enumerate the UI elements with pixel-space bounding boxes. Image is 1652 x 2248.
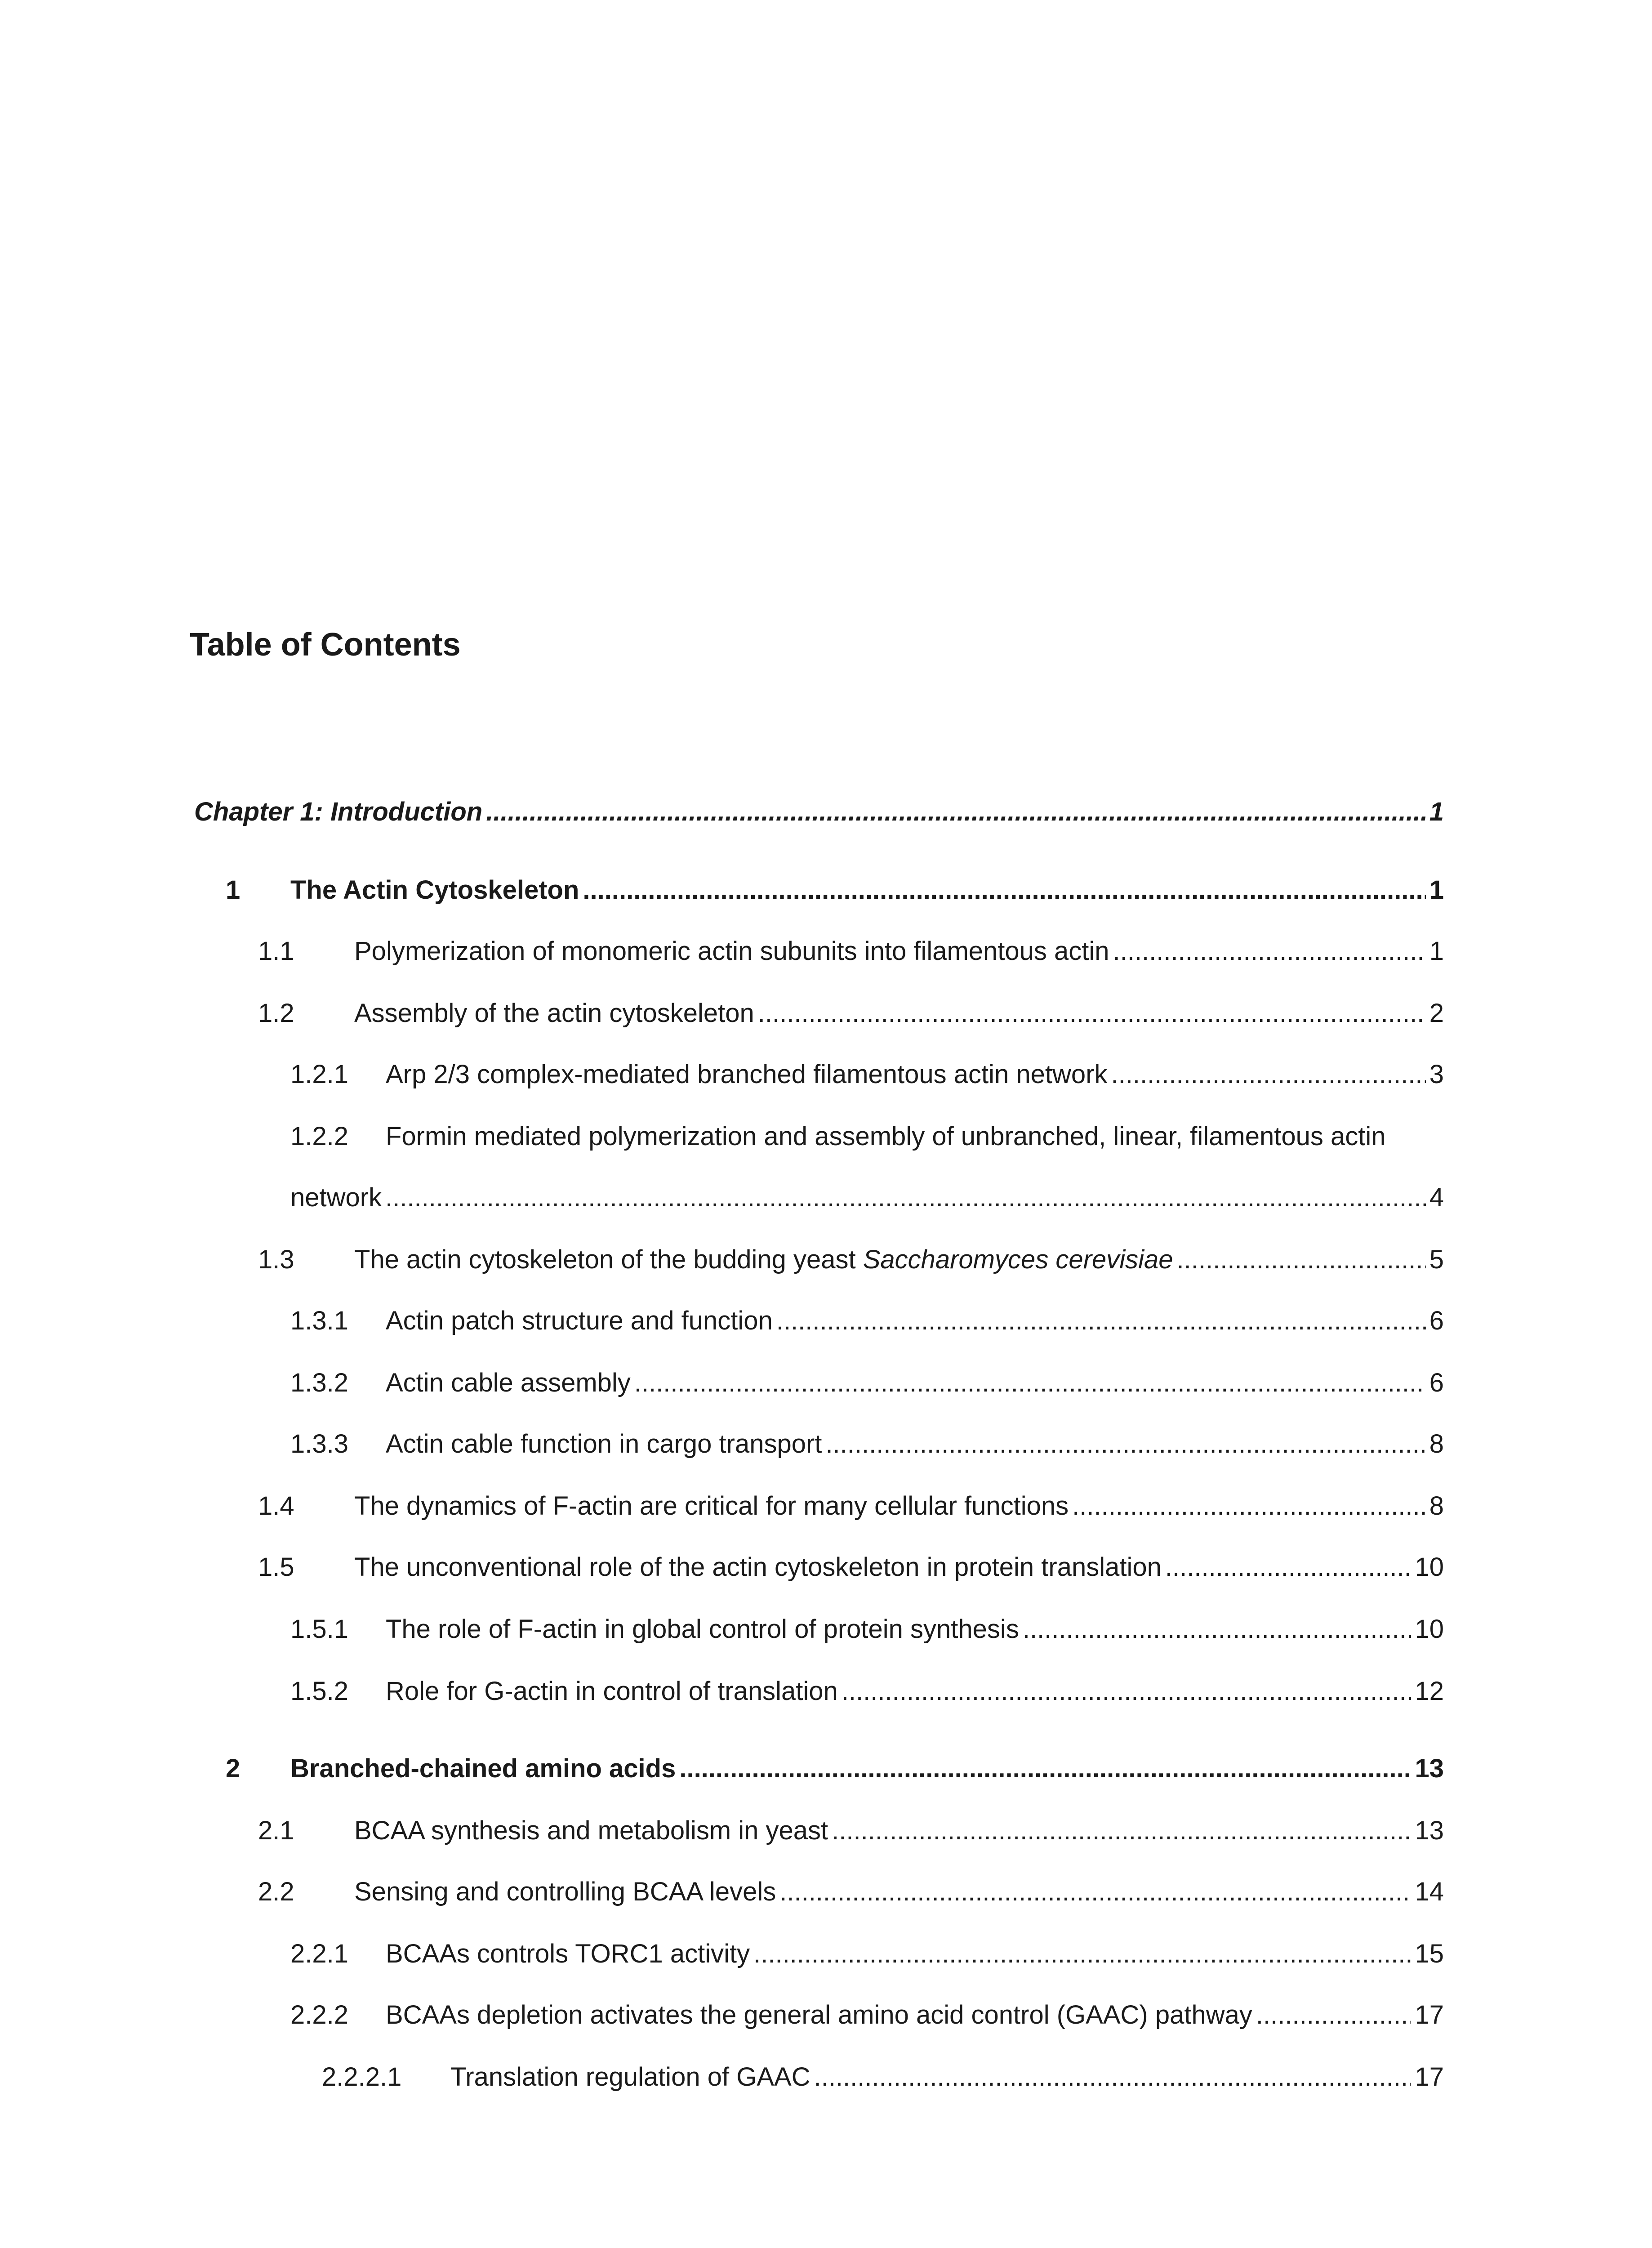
toc-leader-dots bbox=[583, 874, 1425, 906]
toc-entry-page: 6 bbox=[1429, 1306, 1444, 1335]
toc-entry-title: Formin mediated polymerization and assembly of unbranched, linear, filamentous actin bbox=[386, 1122, 1386, 1151]
toc-leader-dots bbox=[814, 2061, 1412, 2093]
toc-entry-page: 17 bbox=[1415, 2062, 1444, 2092]
toc-entry-page: 4 bbox=[1429, 1183, 1444, 1212]
toc-entry-title: Sensing and controlling BCAA levels bbox=[354, 1877, 776, 1906]
toc-entry-page: 15 bbox=[1415, 1939, 1444, 1968]
toc-entry-1-5[interactable] bbox=[258, 1551, 1444, 1583]
toc-entry-1[interactable] bbox=[226, 874, 1444, 906]
toc-entry-1-2[interactable] bbox=[258, 997, 1444, 1030]
toc-entry-title: The actin cytoskeleton of the budding yeast bbox=[354, 1245, 863, 1274]
toc-leader-dots bbox=[832, 1815, 1411, 1847]
toc-entry-title-continued: network bbox=[290, 1183, 382, 1212]
toc-leader-dots bbox=[1023, 1613, 1412, 1646]
toc-leader-dots bbox=[385, 1182, 1426, 1214]
toc-entry-1-2-2-line-2[interactable] bbox=[290, 1182, 1444, 1214]
toc-entry-1-3-3[interactable] bbox=[290, 1428, 1444, 1460]
toc-entry-1-1[interactable] bbox=[258, 935, 1444, 968]
toc-entry-number: 1.4 bbox=[258, 1491, 294, 1521]
toc-entry-title: Branched-chained amino acids bbox=[290, 1754, 676, 1783]
toc-entry-title: Assembly of the actin cytoskeleton bbox=[354, 999, 754, 1028]
page-title: Table of Contents bbox=[190, 627, 461, 663]
toc-entry-1-2-2-line-1[interactable] bbox=[290, 1120, 1386, 1153]
toc-entry-2[interactable] bbox=[226, 1753, 1444, 1785]
toc-entry-1-5-1[interactable] bbox=[290, 1613, 1444, 1646]
toc-leader-dots bbox=[634, 1367, 1426, 1399]
toc-leader-dots bbox=[1177, 1244, 1426, 1276]
toc-entry-page: 12 bbox=[1415, 1677, 1444, 1706]
toc-entry-1-3[interactable] bbox=[258, 1244, 1444, 1276]
toc-entry-title: The unconventional role of the actin cytoskeleton in protein translation bbox=[354, 1552, 1162, 1582]
toc-entry-number: 1.1 bbox=[258, 937, 294, 966]
toc-entry-page: 1 bbox=[1429, 797, 1444, 826]
toc-entry-number: 1.2 bbox=[258, 999, 294, 1028]
toc-entry-number: 1.2.2 bbox=[290, 1122, 348, 1151]
toc-entry-title: Actin cable assembly bbox=[386, 1368, 631, 1397]
toc-entry-title: BCAAs controls TORC1 activity bbox=[386, 1939, 750, 1968]
toc-entry-1-3-2[interactable] bbox=[290, 1367, 1444, 1399]
toc-entry-number: 1.2.1 bbox=[290, 1060, 348, 1089]
toc-leader-dots bbox=[753, 1938, 1411, 1970]
toc-entry-title: The role of F-actin in global control of protein synthesis bbox=[386, 1615, 1019, 1644]
toc-entry-number: 2.1 bbox=[258, 1816, 294, 1845]
toc-leader-dots bbox=[679, 1753, 1411, 1785]
toc-entry-number: 1.3 bbox=[258, 1245, 294, 1274]
toc-entry-page: 8 bbox=[1429, 1491, 1444, 1521]
toc-entry-page: 8 bbox=[1429, 1429, 1444, 1459]
toc-leader-dots bbox=[486, 796, 1426, 828]
toc-entry-number: 2.2 bbox=[258, 1877, 294, 1906]
toc-entry-page: 5 bbox=[1429, 1245, 1444, 1274]
toc-entry-2-2[interactable] bbox=[258, 1876, 1444, 1908]
toc-entry-page: 1 bbox=[1429, 937, 1444, 966]
toc-entry-1-2-1[interactable] bbox=[290, 1058, 1444, 1091]
toc-entry-title: The Actin Cytoskeleton bbox=[290, 875, 579, 905]
toc-entry-1-4[interactable] bbox=[258, 1490, 1444, 1522]
toc-entry-number: 1.3.1 bbox=[290, 1306, 348, 1335]
toc-entry-title-italic: Saccharomyces cerevisiae bbox=[863, 1245, 1173, 1274]
toc-leader-dots bbox=[825, 1428, 1425, 1460]
toc-entry-page: 6 bbox=[1429, 1368, 1444, 1397]
toc-entry-title: Translation regulation of GAAC bbox=[450, 2062, 810, 2092]
toc-entry-number: 1.3.2 bbox=[290, 1368, 348, 1397]
toc-entry-chapter-1[interactable] bbox=[194, 796, 1444, 828]
toc-entry-title: BCAA synthesis and metabolism in yeast bbox=[354, 1816, 828, 1845]
toc-entry-2-2-2[interactable] bbox=[290, 1999, 1444, 2031]
toc-entry-title: Actin cable function in cargo transport bbox=[386, 1429, 822, 1459]
toc-entry-2-2-1[interactable] bbox=[290, 1938, 1444, 1970]
toc-leader-dots bbox=[758, 997, 1426, 1030]
toc-entry-title: Polymerization of monomeric actin subunits into filamentous actin bbox=[354, 937, 1109, 966]
toc-entry-number: 1.5.1 bbox=[290, 1615, 348, 1644]
toc-entry-2-2-2-1[interactable] bbox=[322, 2061, 1444, 2093]
toc-entry-number: 2.2.2 bbox=[290, 2000, 348, 2029]
toc-entry-title: Role for G-actin in control of translation bbox=[386, 1677, 838, 1706]
toc-entry-page: 10 bbox=[1415, 1615, 1444, 1644]
toc-entry-page: 13 bbox=[1415, 1816, 1444, 1845]
toc-leader-dots bbox=[779, 1876, 1411, 1908]
toc-entry-page: 14 bbox=[1415, 1877, 1444, 1906]
toc-leader-dots bbox=[1072, 1490, 1426, 1522]
toc-entry-page: 2 bbox=[1429, 999, 1444, 1028]
toc-entry-number: 2 bbox=[226, 1754, 240, 1783]
toc-entry-title: Actin patch structure and function bbox=[386, 1306, 773, 1335]
toc-leader-dots bbox=[1113, 935, 1426, 968]
toc-entry-title: The dynamics of F-actin are critical for many cellular functions bbox=[354, 1491, 1069, 1521]
toc-entry-2-1[interactable] bbox=[258, 1815, 1444, 1847]
toc-entry-number: 1.3.3 bbox=[290, 1429, 348, 1459]
toc-entry-number: 1.5.2 bbox=[290, 1677, 348, 1706]
toc-leader-dots bbox=[1111, 1058, 1426, 1091]
toc-leader-dots bbox=[842, 1675, 1412, 1708]
toc-entry-number: 2.2.1 bbox=[290, 1939, 348, 1968]
toc-entry-1-3-1[interactable] bbox=[290, 1305, 1444, 1337]
toc-entry-page: 3 bbox=[1429, 1060, 1444, 1089]
toc-leader-dots bbox=[1165, 1551, 1412, 1583]
toc-entry-page: 1 bbox=[1429, 875, 1444, 905]
toc-entry-number: 2.2.2.1 bbox=[322, 2062, 402, 2092]
toc-entry-1-5-2[interactable] bbox=[290, 1675, 1444, 1708]
toc-leader-dots bbox=[1256, 1999, 1412, 2031]
toc-entry-number: 1.5 bbox=[258, 1552, 294, 1582]
toc-entry-page: 10 bbox=[1415, 1552, 1444, 1582]
toc-entry-title: BCAAs depletion activates the general amino acid control (GAAC) pathway bbox=[386, 2000, 1252, 2029]
toc-entry-title: Chapter 1: Introduction bbox=[194, 797, 483, 826]
toc-entry-number: 1 bbox=[226, 875, 240, 905]
toc-entry-page: 17 bbox=[1415, 2000, 1444, 2029]
toc-entry-page: 13 bbox=[1415, 1754, 1444, 1783]
toc-leader-dots bbox=[776, 1305, 1426, 1337]
toc-entry-title: Arp 2/3 complex-mediated branched filamentous actin network bbox=[386, 1060, 1108, 1089]
